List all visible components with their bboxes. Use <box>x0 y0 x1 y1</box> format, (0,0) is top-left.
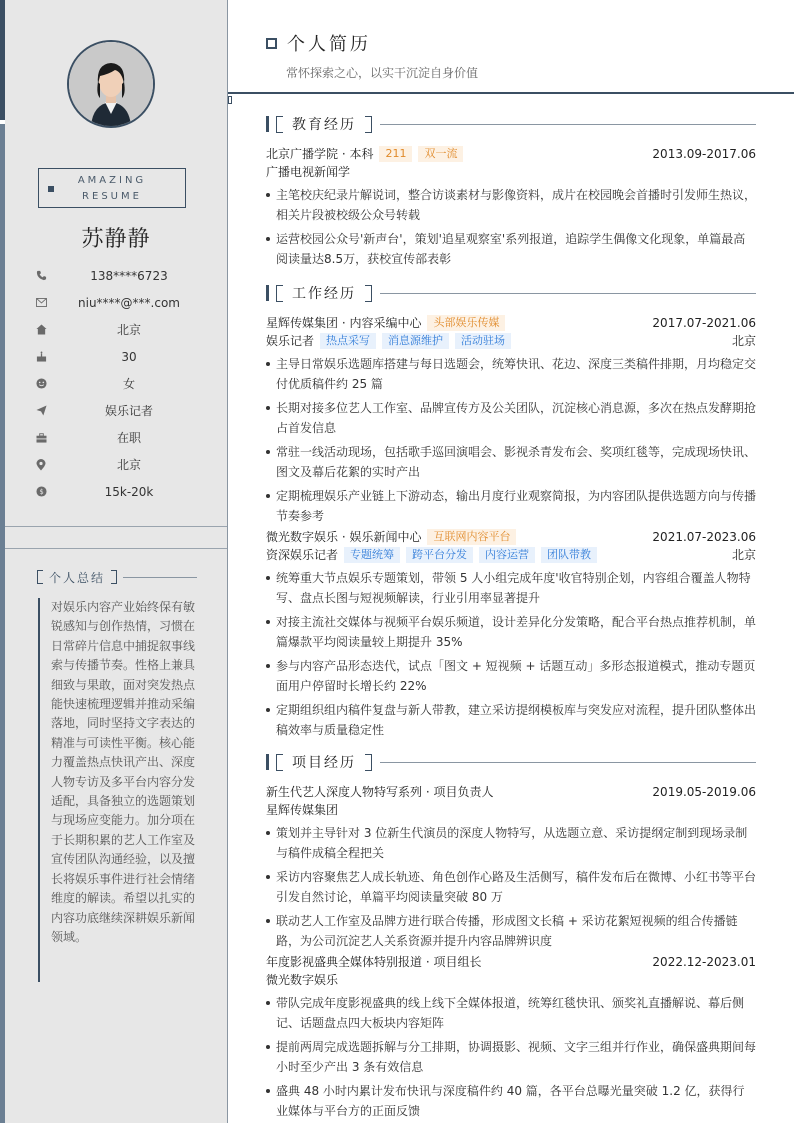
job-role: 资深娱乐记者 <box>266 548 339 562</box>
svg-text:$: $ <box>38 487 44 496</box>
sidebar <box>5 0 228 1123</box>
bracket-right-icon <box>111 570 117 584</box>
info-position <box>35 397 205 424</box>
list-item: 长期对接多位艺人工作室、品牌宣传方及公关团队，沉淀核心消息源，多次在热点发酵期抢占首发信息 <box>266 398 756 438</box>
section-rule <box>380 293 756 294</box>
info-value: niu****@***.com <box>78 295 180 310</box>
page-title: 个人简历 <box>287 34 371 55</box>
project-name: 年度影视盛典全媒体特别报道 · 项目组长 <box>266 955 482 969</box>
badge-line-1: AMAZING <box>77 175 147 186</box>
heading-rule <box>123 577 197 578</box>
info-value: 北京 <box>116 323 141 337</box>
list-item: 定期组织组内稿件复盘与新人带教，建立采访提纲模板库与突发应对流程，提升团队整体出稿效率与质量稳定性 <box>266 700 756 740</box>
section-bar <box>266 754 269 770</box>
job-period: 2017.07-2021.06 <box>652 316 756 330</box>
info-value: 女 <box>122 377 135 391</box>
section-title: 项目经历 <box>292 755 356 771</box>
bracket-right-icon <box>365 285 372 302</box>
info-age <box>35 343 205 370</box>
project-bullets <box>266 993 756 1121</box>
summary-title: 个人总结 <box>49 570 106 585</box>
bracket-left-icon <box>276 285 283 302</box>
list-item: 运营校园公众号'新声台'，策划'追星观察室'系列报道，追踪学生偶像文化现象，单篇最高阅读量达8.5万，获校宣传部表彰 <box>266 229 756 269</box>
project-org-row <box>266 801 756 819</box>
header-rule-tick <box>228 96 232 104</box>
money-icon <box>35 486 47 498</box>
company-tag: 头部娱乐传媒 <box>427 315 505 331</box>
send-icon <box>35 405 47 417</box>
section-bar <box>266 116 269 132</box>
sidebar-divider <box>5 548 227 549</box>
list-item: 策划并主导针对 3 位新生代演员的深度人物特写，从选题立意、采访提纲定制到现场录制与稿件成稿全程把关 <box>266 823 756 863</box>
bracket-right-icon <box>365 754 372 771</box>
title-square-icon <box>266 38 277 49</box>
phone-icon <box>35 270 47 282</box>
school-tag: 211 <box>379 146 412 162</box>
project-name: 新生代艺人深度人物特写系列 · 项目负责人 <box>266 785 494 799</box>
location-icon <box>35 459 47 471</box>
job-city: 北京 <box>731 334 756 348</box>
project-org-row <box>266 971 756 989</box>
project-bullets <box>266 823 756 951</box>
list-item: 常驻一线活动现场，包括歌手巡回演唱会、影视杀青发布会、奖项红毯等，完成现场快讯、图文及幕后花絮的实时产出 <box>266 442 756 482</box>
list-item: 联动艺人工作室及品牌方进行联合传播，形成图文长稿 + 采访花絮短视频的组合传播链路，为公司沉淀艺人关系资源并提升内容品牌辨识度 <box>266 911 756 951</box>
skill-tag: 专题统筹 <box>344 547 400 563</box>
education-major-row <box>266 163 756 181</box>
sidebar-divider <box>5 526 227 527</box>
list-item: 带队完成年度影视盛典的线上线下全媒体报道，统筹红毯快讯、颁奖礼直播解说、幕后侧记、话题盘点四大板块内容矩阵 <box>266 993 756 1033</box>
list-item: 盛典 48 小时内累计发布快讯与深度稿件约 40 篇，各平台总曝光量突破 1.2 亿，获得行业媒体与平台方的正面反馈 <box>266 1081 756 1121</box>
project-period: 2022.12-2023.01 <box>652 955 756 969</box>
education-entry-header <box>266 145 756 163</box>
smile-icon <box>35 378 47 390</box>
info-home <box>35 316 205 343</box>
list-item: 主导日常娱乐选题库搭建与每日选题会，统筹快讯、花边、深度三类稿件排期，月均稳定交付优质稿件约 25 篇 <box>266 354 756 394</box>
education-bullets <box>266 185 756 269</box>
briefcase-icon <box>35 432 47 444</box>
school-name: 北京广播学院 · 本科 <box>266 147 374 161</box>
project-org: 星辉传媒集团 <box>266 803 339 817</box>
skill-tag: 团队带教 <box>541 547 597 563</box>
info-value: 在职 <box>116 431 141 445</box>
section-rule <box>380 124 756 125</box>
info-value: 北京 <box>116 458 141 472</box>
summary-heading <box>37 568 197 586</box>
bracket-left-icon <box>276 754 283 771</box>
badge-square-icon <box>48 186 54 192</box>
work-section <box>266 285 756 740</box>
info-phone <box>35 262 205 289</box>
job-city: 北京 <box>731 548 756 562</box>
page-header <box>266 30 371 56</box>
section-title: 教育经历 <box>292 117 356 133</box>
list-item: 对接主流社交媒体与视频平台娱乐频道，设计差异化分发策略，配合平台热点推荐机制，单篇爆款平均阅读量较上期提升 35% <box>266 612 756 652</box>
bracket-left-icon <box>276 116 283 133</box>
section-rule <box>380 762 756 763</box>
list-item: 定期梳理娱乐产业链上下游动态，输出月度行业观察简报，为内容团队提供选题方向与传播节奏参考 <box>266 486 756 526</box>
list-item: 采访内容聚焦艺人成长轨迹、角色创作心路及生活侧写，稿件发布后在微博、小红书等平台引发自然讨论，单篇平均阅读量突破 80 万 <box>266 867 756 907</box>
project-entry-header <box>266 783 756 801</box>
info-gender <box>35 370 205 397</box>
badge-line-2: RESUME <box>82 191 142 202</box>
company-name: 微光数字娱乐 · 娱乐新闻中心 <box>266 530 422 544</box>
summary-text: 对娱乐内容产业始终保有敏锐感知与创作热情，习惯在日常碎片信息中捕捉叙事线索与传播节奏。性格上兼具细致与果敢，面对突发热点能快速梳理逻辑并推动采编落地，同时坚持文字表达的精准与可读性平衡。核心能力覆盖热点快讯产出、深度人物专访及多平台内容分发适配，具备独立的选题策划与现场应变能力。加分项在于长期积累的艺人工作室及宣传团队沟通经验，以及擅长将娱乐事件进行社会情绪维度的解读。希望以扎实的内容功底继续深耕娱乐新闻领域。 <box>38 598 199 982</box>
section-title: 工作经历 <box>292 286 356 302</box>
resume-badge <box>38 168 186 208</box>
major: 广播电视新闻学 <box>266 165 351 179</box>
info-salary <box>35 478 205 505</box>
mail-icon <box>35 297 47 309</box>
bracket-right-icon <box>365 116 372 133</box>
education-section <box>266 116 756 269</box>
page-subtitle: 常怀探索之心，以实干沉淀自身价值 <box>286 66 479 80</box>
list-item: 主笔校庆纪录片解说词，整合访谈素材与影像资料，成片在校园晚会首播时引发师生热议，相关片段被校级公众号转载 <box>266 185 756 225</box>
job-entry-header <box>266 314 756 332</box>
info-status <box>35 424 205 451</box>
section-bar <box>266 285 269 301</box>
project-org: 微光数字娱乐 <box>266 973 339 987</box>
skill-tag: 内容运营 <box>479 547 535 563</box>
avatar <box>67 40 155 128</box>
list-item: 提前两周完成选题拆解与分工排期，协调摄影、视频、文字三组并行作业，确保盛典期间每小时至少产出 3 条有效信息 <box>266 1037 756 1077</box>
cake-icon <box>35 351 47 363</box>
info-value: 30 <box>121 349 137 364</box>
job-bullets <box>266 354 756 526</box>
job-entry-header <box>266 528 756 546</box>
job-role-row <box>266 546 756 564</box>
skill-tag: 活动驻场 <box>455 333 511 349</box>
personal-info-list <box>35 262 205 505</box>
skill-tag: 跨平台分发 <box>406 547 473 563</box>
info-value: 15k-20k <box>104 484 154 499</box>
project-entry-header <box>266 953 756 971</box>
school-tag: 双一流 <box>418 146 463 162</box>
section-heading <box>266 116 756 132</box>
info-email <box>35 289 205 316</box>
bracket-left-icon <box>37 570 43 584</box>
home-icon <box>35 324 47 336</box>
info-location <box>35 451 205 478</box>
job-period: 2021.07-2023.06 <box>652 530 756 544</box>
job-bullets <box>266 568 756 740</box>
list-item: 参与内容产品形态迭代，试点「图文 + 短视频 + 话题互动」多形态报道模式，推动专题页面用户停留时长增长约 22% <box>266 656 756 696</box>
info-value: 娱乐记者 <box>104 404 153 418</box>
candidate-name: 苏静静 <box>81 227 151 252</box>
projects-section <box>266 754 756 1121</box>
section-heading <box>266 285 756 301</box>
company-tag: 互联网内容平台 <box>427 529 516 545</box>
education-period: 2013.09-2017.06 <box>652 147 756 161</box>
project-period: 2019.05-2019.06 <box>652 785 756 799</box>
company-name: 星辉传媒集团 · 内容采编中心 <box>266 316 422 330</box>
skill-tag: 热点采写 <box>320 333 376 349</box>
list-item: 统筹重大节点娱乐专题策划，带领 5 人小组完成年度'收官特别企划，内容组合覆盖人物特写、盘点长图与短视频解读，行业引用率显著提升 <box>266 568 756 608</box>
info-value: 138****6723 <box>90 268 168 283</box>
skill-tag: 消息源维护 <box>382 333 449 349</box>
job-role: 娱乐记者 <box>266 334 315 348</box>
main-content <box>228 0 794 1123</box>
job-role-row <box>266 332 756 350</box>
section-heading <box>266 754 756 770</box>
header-rule <box>228 92 794 94</box>
